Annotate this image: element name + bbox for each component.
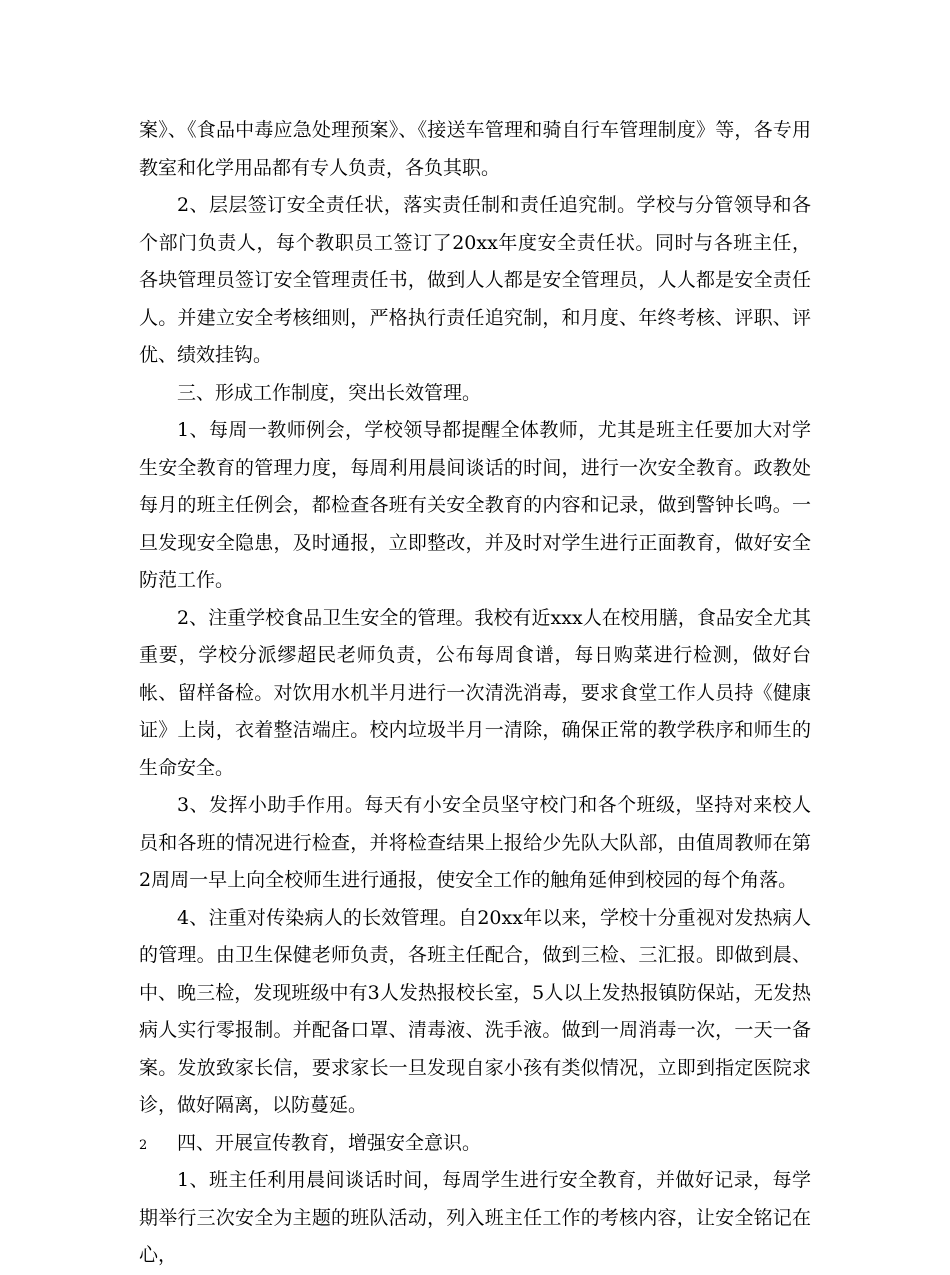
paragraph-6: 3、发挥小助手作用。每天有小安全员坚守校门和各个班级，坚持对来校人员和各班的情况进行检查，并将检查结果上报给少先队大队部，由值周教师在第2周周一早上向全校师生进行通报，使安全工作的触角延伸到校园的每个角落。 <box>139 794 811 891</box>
paragraph-1: 案》、《食品中毒应急处理预案》、《接送车管理和骑自行车管理制度》等，各专用教室和化学用品都有专人负责，各负其职。 <box>139 119 811 179</box>
page-number: 2 <box>139 1138 148 1153</box>
paragraph-4: 1、每周一教师例会，学校领导都提醒全体教师，尤其是班主任要加大对学生安全教育的管理力度，每周利用晨间谈话的时间，进行一次安全教育。政教处每月的班主任例会，都检查各班有关安全教育的内容和记录，做到警钟长鸣。一旦发现安全隐患，及时通报，立即整改，并及时对学生进行正面教育，做好安全防范工作。 <box>139 419 811 591</box>
document-body <box>139 112 811 1275</box>
paragraph-7: 4、注重对传染病人的长效管理。自20xx年以来，学校十分重视对发热病人的管理。由卫生保健老师负责，各班主任配合，做到三检、三汇报。即做到晨、中、晚三检，发现班级中有3人发热报校长室，5人以上发热报镇防保站，无发热病人实行零报制。并配备口罩、清毒液、洗手液。做到一周消毒一次，一天一备案。发放致家长信，要求家长一旦发现自家小孩有类似情况，立即到指定医院求诊，做好隔离，以防蔓延。 <box>139 906 811 1116</box>
paragraph-5: 2、注重学校食品卫生安全的管理。我校有近xxx人在校用膳，食品安全尤其重要，学校分派缪超民老师负责，公布每周食谱，每日购菜进行检测，做好台帐、留样备检。对饮用水机半月进行一次清洗消毒，要求食堂工作人员持《健康证》上岗，衣着整洁端庄。校内垃圾半月一清除，确保正常的教学秩序和师生的生命安全。 <box>139 606 811 779</box>
section-heading-4: 四、开展宣传教育，增强安全意识。 <box>177 1131 482 1154</box>
paragraph-2: 2、层层签订安全责任状，落实责任制和责任追究制。学校与分管领导和各个部门负责人，每个教职员工签订了20xx年度安全责任状。同时与各班主任，各块管理员签订安全管理责任书，做到人人都是安全管理员，人人都是安全责任人。并建立安全考核细则，严格执行责任追究制，和月度、年终考核、评职、评优、绩效挂钩。 <box>139 194 811 366</box>
section-heading-3: 三、形成工作制度，突出长效管理。 <box>177 381 482 404</box>
paragraph-9: 1、班主任利用晨间谈话时间，每周学生进行安全教育，并做好记录，每学期举行三次安全为主题的班队活动，列入班主任工作的考核内容，让安全铭记在心， <box>139 1169 811 1266</box>
